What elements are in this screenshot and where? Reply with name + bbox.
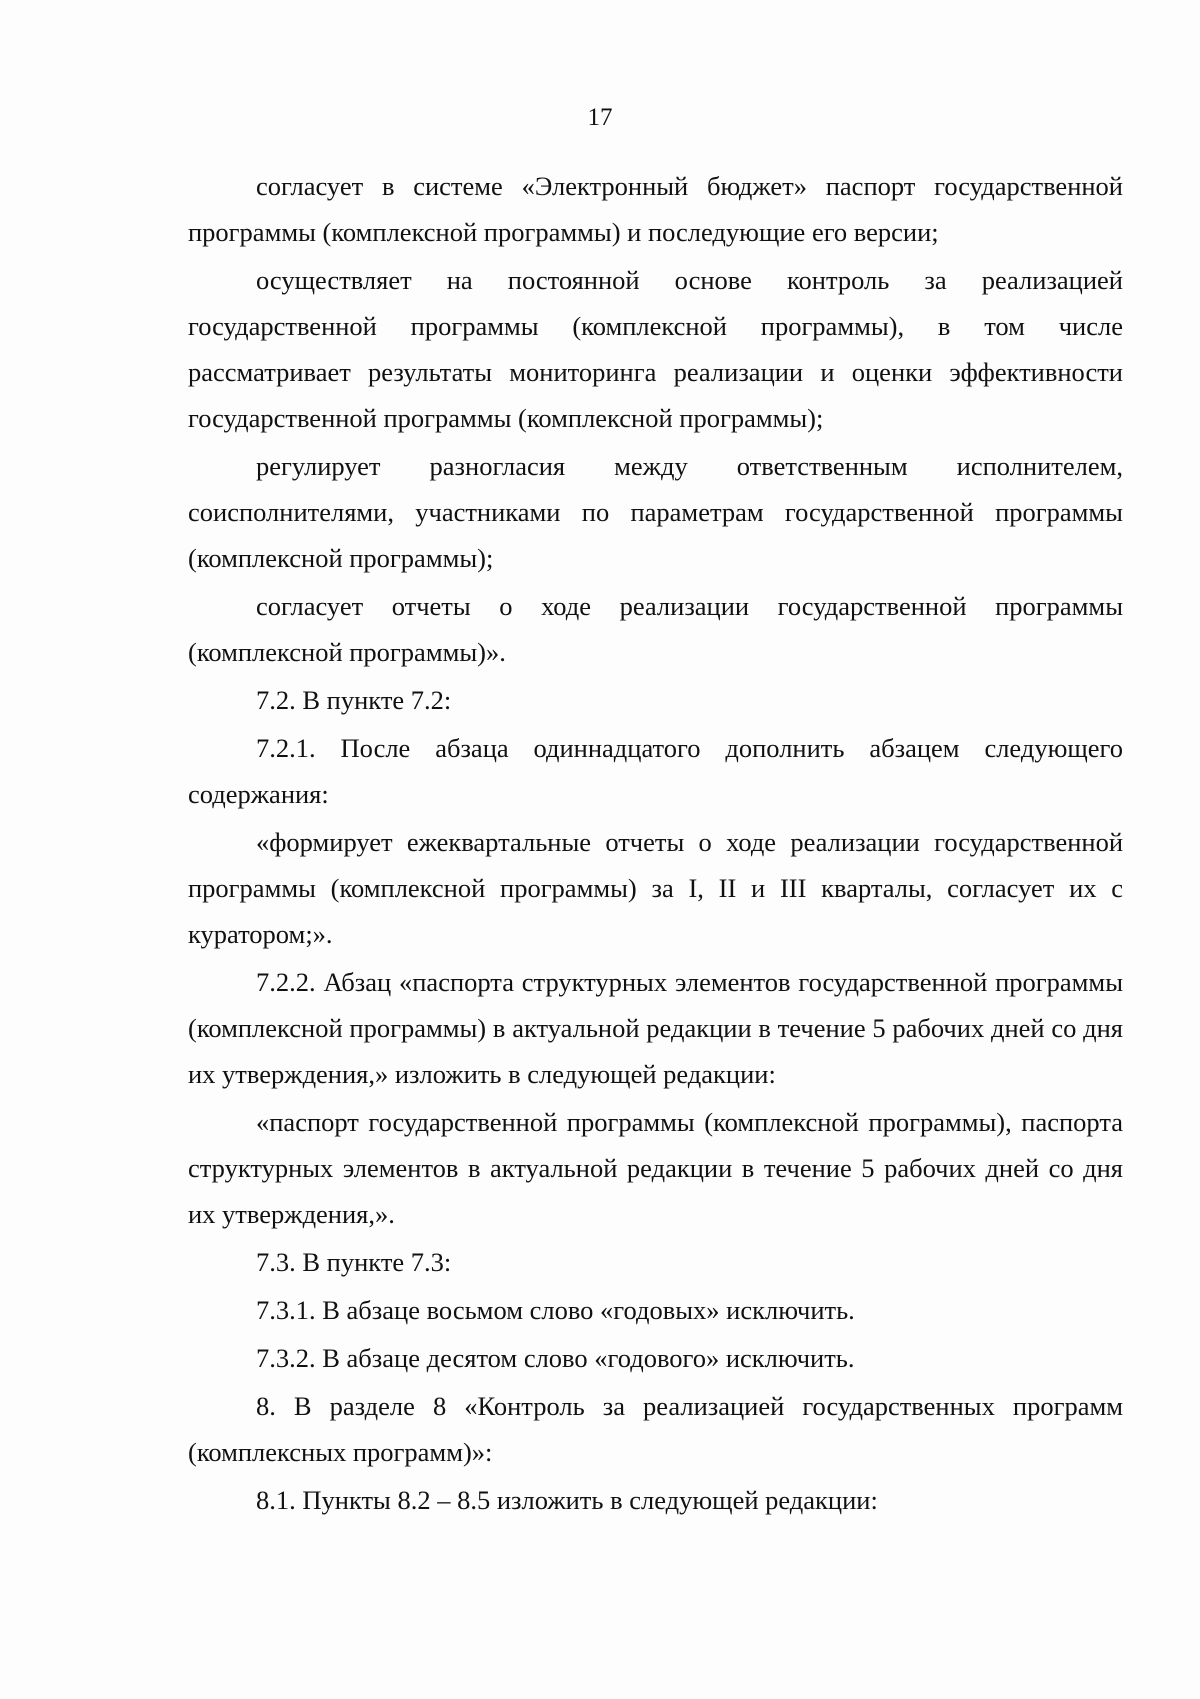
paragraph-item-7-3-2: 7.3.2. В абзаце десятом слово «годового» исключить. xyxy=(256,1343,855,1373)
paragraph-item-7-2: 7.2. В пункте 7.2: xyxy=(256,685,452,715)
paragraph-item-7-3-1: 7.3.1. В абзаце восьмом слово «годовых» исключить. xyxy=(256,1295,855,1325)
paragraph-agree-passport: согласует в системе «Электронный бюджет» паспорт государственной программы (комплексной программы) и последующие его версии; xyxy=(188,171,1123,247)
paragraph-agree-reports: согласует отчеты о ходе реализации государственной программы (комплексной программы)». xyxy=(188,591,1123,667)
paragraph-item-8-1: 8.1. Пункты 8.2 – 8.5 изложить в следующей редакции: xyxy=(256,1485,878,1515)
paragraph-new-wording: «паспорт государственной программы (комплексной программы), паспорта структурных элементов в актуальной редакции в течение 5 рабочих дней со дня их утверждения,». xyxy=(188,1107,1123,1229)
paragraph-quarterly-reports: «формирует ежеквартальные отчеты о ходе реализации государственной программы (комплексной программы) за I, II и III кварталы, согласует их с куратором;». xyxy=(188,827,1123,949)
paragraph-item-7-3: 7.3. В пункте 7.3: xyxy=(256,1247,452,1277)
document-body xyxy=(188,163,1123,1525)
page-number: 17 xyxy=(587,104,613,131)
paragraph-resolve-disagreements: регулирует разногласия между ответственным исполнителем, соисполнителями, участниками по параметрам государственной программы (комплексной программы); xyxy=(188,451,1123,573)
paragraph-control-implementation: осуществляет на постоянной основе контроль за реализацией государственной программы (комплексной программы), в том числе рассматривает результаты мониторинга реализации и оценки эффективности государственной программы (комплексной программы); xyxy=(188,265,1123,433)
paragraph-section-8: 8. В разделе 8 «Контроль за реализацией государственных программ (комплексных программ)»: xyxy=(188,1391,1123,1467)
paragraph-item-7-2-1: 7.2.1. После абзаца одиннадцатого дополнить абзацем следующего содержания: xyxy=(188,733,1123,809)
paragraph-item-7-2-2: 7.2.2. Абзац «паспорта структурных элементов государственной программы (комплексной программы) в актуальной редакции в течение 5 рабочих дней со дня их утверждения,» изложить в следующей редакции: xyxy=(188,967,1123,1089)
